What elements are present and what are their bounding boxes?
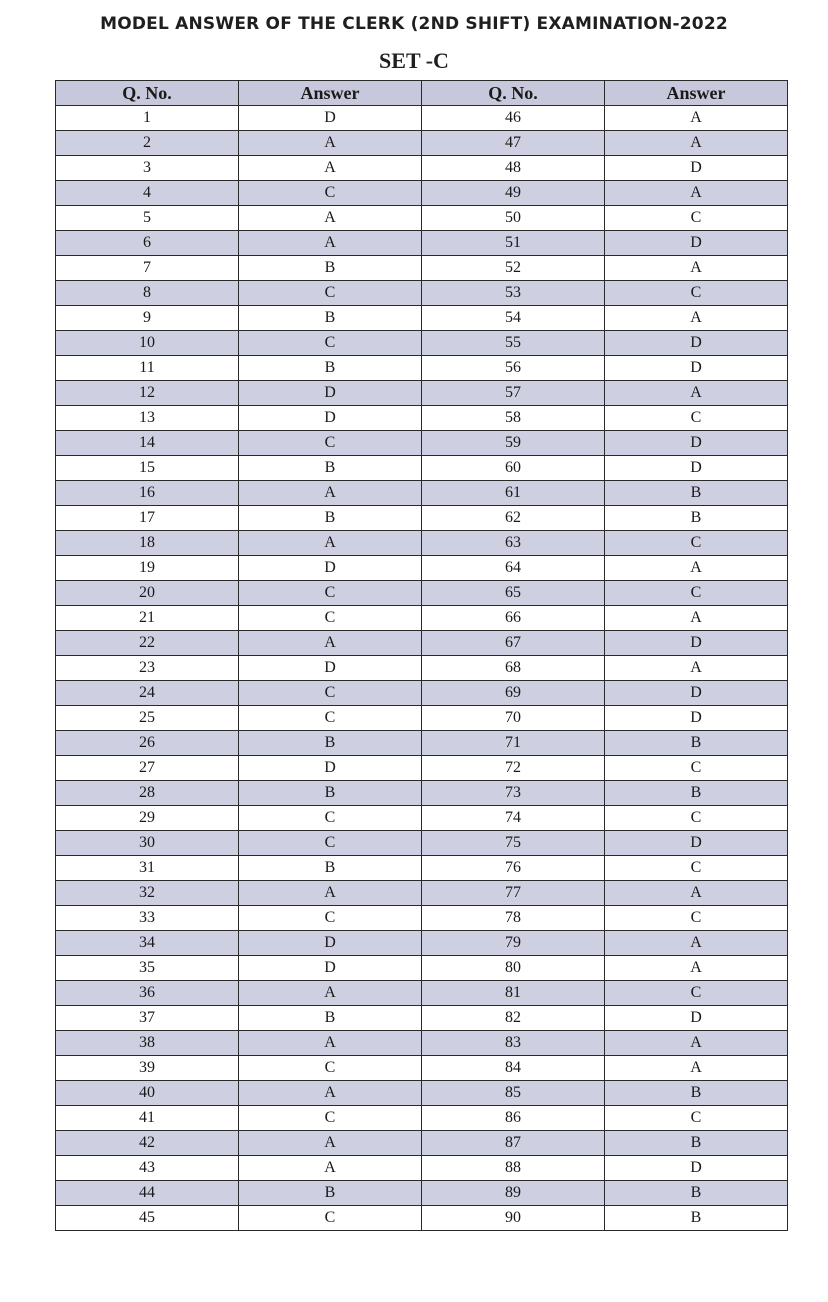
answer-cell: C [605,531,788,556]
question-number-cell: 58 [422,406,605,431]
question-number-cell: 34 [56,931,239,956]
answer-cell: C [239,431,422,456]
table-row [56,831,788,856]
question-number-cell: 25 [56,706,239,731]
table-row [56,706,788,731]
answer-cell: B [239,256,422,281]
answer-cell: B [605,1181,788,1206]
answer-cell: B [239,781,422,806]
table-row [56,456,788,481]
question-number-cell: 75 [422,831,605,856]
question-number-cell: 39 [56,1056,239,1081]
answer-cell: A [605,606,788,631]
question-number-cell: 18 [56,531,239,556]
table-row [56,356,788,381]
column-header-answer-right: Answer [605,81,788,106]
table-row [56,1206,788,1231]
question-number-cell: 44 [56,1181,239,1206]
question-number-cell: 67 [422,631,605,656]
answer-cell: C [239,681,422,706]
answer-cell: D [239,956,422,981]
answer-cell: B [605,1131,788,1156]
answer-cell: C [239,281,422,306]
question-number-cell: 42 [56,1131,239,1156]
question-number-cell: 82 [422,1006,605,1031]
answer-cell: B [239,1181,422,1206]
answer-cell: B [239,856,422,881]
question-number-cell: 79 [422,931,605,956]
question-number-cell: 74 [422,806,605,831]
question-number-cell: 69 [422,681,605,706]
table-row [56,581,788,606]
answer-cell: D [239,656,422,681]
question-number-cell: 5 [56,206,239,231]
question-number-cell: 46 [422,106,605,131]
answer-cell: A [239,1131,422,1156]
question-number-cell: 59 [422,431,605,456]
question-number-cell: 27 [56,756,239,781]
answer-cell: D [605,1006,788,1031]
answer-cell: C [605,1106,788,1131]
answer-cell: D [239,106,422,131]
answer-cell: B [239,306,422,331]
question-number-cell: 55 [422,331,605,356]
question-number-cell: 30 [56,831,239,856]
question-number-cell: 71 [422,731,605,756]
question-number-cell: 24 [56,681,239,706]
answer-cell: B [605,1081,788,1106]
question-number-cell: 11 [56,356,239,381]
question-number-cell: 72 [422,756,605,781]
answer-cell: B [239,456,422,481]
table-row [56,1131,788,1156]
table-row [56,956,788,981]
answer-cell: A [605,1056,788,1081]
set-label: SET -C [379,48,449,73]
answer-cell: A [239,1081,422,1106]
table-row [56,106,788,131]
answer-cell: C [605,281,788,306]
question-number-cell: 65 [422,581,605,606]
table-row [56,306,788,331]
table-row [56,931,788,956]
question-number-cell: 13 [56,406,239,431]
answer-cell: B [605,481,788,506]
question-number-cell: 37 [56,1006,239,1031]
question-number-cell: 66 [422,606,605,631]
question-number-cell: 88 [422,1156,605,1181]
answer-cell: A [605,956,788,981]
answer-cell: A [239,631,422,656]
answer-cell: A [239,206,422,231]
table-row [56,606,788,631]
table-row [56,1031,788,1056]
answer-cell: C [605,806,788,831]
answer-cell: A [239,531,422,556]
question-number-cell: 6 [56,231,239,256]
question-number-cell: 2 [56,131,239,156]
table-row [56,256,788,281]
question-number-cell: 15 [56,456,239,481]
answer-cell: A [605,556,788,581]
question-number-cell: 47 [422,131,605,156]
answer-cell: C [239,1056,422,1081]
question-number-cell: 17 [56,506,239,531]
question-number-cell: 76 [422,856,605,881]
answer-cell: C [605,981,788,1006]
question-number-cell: 10 [56,331,239,356]
question-number-cell: 32 [56,881,239,906]
table-row [56,156,788,181]
question-number-cell: 64 [422,556,605,581]
answer-cell: A [605,1031,788,1056]
table-row [56,481,788,506]
table-row [56,906,788,931]
answer-cell: C [605,581,788,606]
table-row [56,1106,788,1131]
answer-cell: B [239,356,422,381]
answer-cell: C [239,806,422,831]
answer-cell: A [605,106,788,131]
table-row [56,731,788,756]
question-number-cell: 53 [422,281,605,306]
question-number-cell: 52 [422,256,605,281]
answer-cell: A [605,656,788,681]
question-number-cell: 85 [422,1081,605,1106]
question-number-cell: 90 [422,1206,605,1231]
table-row [56,531,788,556]
question-number-cell: 36 [56,981,239,1006]
answer-cell: B [605,1206,788,1231]
answer-cell: C [605,756,788,781]
answer-cell: A [605,931,788,956]
question-number-cell: 68 [422,656,605,681]
question-number-cell: 56 [422,356,605,381]
question-number-cell: 22 [56,631,239,656]
answer-cell: A [239,1031,422,1056]
question-number-cell: 81 [422,981,605,1006]
question-number-cell: 70 [422,706,605,731]
answer-cell: D [239,406,422,431]
question-number-cell: 40 [56,1081,239,1106]
answer-cell: A [605,381,788,406]
table-row [56,556,788,581]
answer-cell: D [605,431,788,456]
table-row [56,231,788,256]
answer-cell: D [605,456,788,481]
answer-cell: D [605,706,788,731]
answer-cell: B [605,506,788,531]
table-row [56,681,788,706]
question-number-cell: 7 [56,256,239,281]
question-number-cell: 12 [56,381,239,406]
question-number-cell: 77 [422,881,605,906]
question-number-cell: 60 [422,456,605,481]
answer-cell: C [239,706,422,731]
question-number-cell: 62 [422,506,605,531]
question-number-cell: 20 [56,581,239,606]
table-row [56,206,788,231]
question-number-cell: 1 [56,106,239,131]
answer-cell: A [605,881,788,906]
table-row [56,381,788,406]
answer-cell: C [605,406,788,431]
answer-cell: D [605,831,788,856]
answer-cell: A [239,981,422,1006]
question-number-cell: 51 [422,231,605,256]
answer-cell: A [239,1156,422,1181]
table-row [56,1156,788,1181]
answer-cell: C [239,581,422,606]
question-number-cell: 49 [422,181,605,206]
answer-cell: A [239,131,422,156]
answer-cell: C [239,906,422,931]
table-row [56,631,788,656]
question-number-cell: 14 [56,431,239,456]
answer-cell: A [605,256,788,281]
question-number-cell: 80 [422,956,605,981]
question-number-cell: 21 [56,606,239,631]
answer-cell: D [605,331,788,356]
question-number-cell: 61 [422,481,605,506]
question-number-cell: 38 [56,1031,239,1056]
question-number-cell: 54 [422,306,605,331]
answer-cell: C [239,1106,422,1131]
answer-cell: C [239,1206,422,1231]
table-row [56,1181,788,1206]
answer-cell: D [239,931,422,956]
table-row [56,506,788,531]
question-number-cell: 33 [56,906,239,931]
answer-cell: D [605,356,788,381]
answer-cell: D [605,156,788,181]
answer-cell: D [605,1156,788,1181]
answer-cell: D [239,381,422,406]
answer-cell: D [605,681,788,706]
answer-cell: A [239,156,422,181]
answer-cell: D [605,631,788,656]
question-number-cell: 4 [56,181,239,206]
table-row [56,1081,788,1106]
table-row [56,1006,788,1031]
table-header-row [56,81,788,106]
question-number-cell: 16 [56,481,239,506]
question-number-cell: 8 [56,281,239,306]
answer-cell: C [605,856,788,881]
answer-cell: A [605,131,788,156]
question-number-cell: 83 [422,1031,605,1056]
table-row [56,806,788,831]
answer-rows [56,106,788,1231]
question-number-cell: 73 [422,781,605,806]
column-header-question-number-left: Q. No. [56,81,239,106]
question-number-cell: 87 [422,1131,605,1156]
answer-cell: C [239,331,422,356]
table-row [56,1056,788,1081]
answer-cell: B [605,781,788,806]
answer-cell: A [239,231,422,256]
question-number-cell: 43 [56,1156,239,1181]
page-title: MODEL ANSWER OF THE CLERK (2ND SHIFT) EXAMINATION-2022 [100,14,728,34]
answer-cell: A [239,481,422,506]
question-number-cell: 35 [56,956,239,981]
question-number-cell: 23 [56,656,239,681]
answer-cell: A [239,881,422,906]
question-number-cell: 45 [56,1206,239,1231]
table-row [56,331,788,356]
table-row [56,656,788,681]
answer-cell: C [239,831,422,856]
answer-cell: D [605,231,788,256]
answer-cell: B [239,1006,422,1031]
table-row [56,756,788,781]
column-header-answer-left: Answer [239,81,422,106]
table-row [56,781,788,806]
table-row [56,406,788,431]
answer-cell: A [605,306,788,331]
table-row [56,881,788,906]
question-number-cell: 9 [56,306,239,331]
question-number-cell: 78 [422,906,605,931]
question-number-cell: 50 [422,206,605,231]
question-number-cell: 57 [422,381,605,406]
table-row [56,431,788,456]
question-number-cell: 31 [56,856,239,881]
question-number-cell: 89 [422,1181,605,1206]
table-row [56,856,788,881]
question-number-cell: 86 [422,1106,605,1131]
answer-cell: B [239,731,422,756]
question-number-cell: 3 [56,156,239,181]
table-row [56,131,788,156]
answer-cell: C [605,206,788,231]
answer-cell: B [239,506,422,531]
answer-cell: A [605,181,788,206]
question-number-cell: 26 [56,731,239,756]
answer-cell: D [239,556,422,581]
question-number-cell: 29 [56,806,239,831]
answer-cell: C [239,181,422,206]
answer-cell: C [239,606,422,631]
answer-key-table [55,80,788,1231]
table-row [56,281,788,306]
table-row [56,981,788,1006]
question-number-cell: 28 [56,781,239,806]
answer-cell: C [605,906,788,931]
question-number-cell: 41 [56,1106,239,1131]
answer-cell: B [605,731,788,756]
answer-cell: D [239,756,422,781]
question-number-cell: 84 [422,1056,605,1081]
question-number-cell: 63 [422,531,605,556]
question-number-cell: 48 [422,156,605,181]
table-row [56,181,788,206]
question-number-cell: 19 [56,556,239,581]
column-header-question-number-right: Q. No. [422,81,605,106]
